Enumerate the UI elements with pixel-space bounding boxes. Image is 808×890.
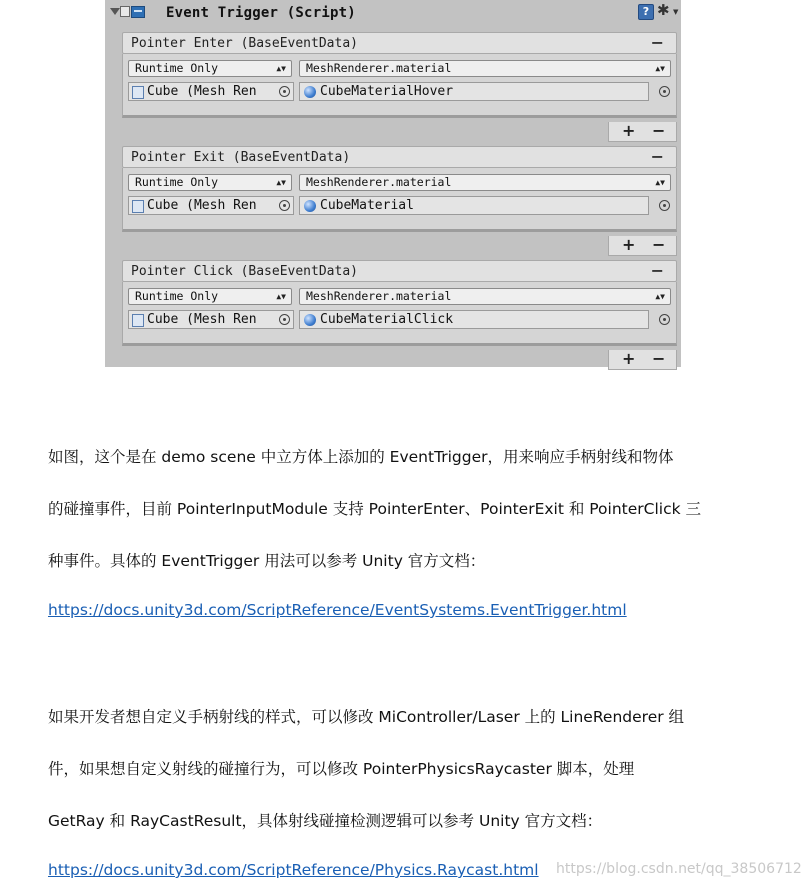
runtime-mode-value: Runtime Only [135, 175, 219, 189]
material-field[interactable] [299, 196, 649, 215]
runtime-mode-value: Runtime Only [135, 61, 219, 75]
material-icon [304, 200, 316, 212]
runtime-mode-dropdown[interactable] [128, 288, 292, 305]
gear-icon[interactable]: ✱ [657, 1, 670, 19]
target-object-value: Cube (Mesh Ren [147, 198, 257, 213]
runtime-mode-dropdown[interactable] [128, 60, 292, 77]
event-body [122, 54, 677, 118]
event-header [122, 260, 677, 282]
list-add-remove [608, 122, 677, 142]
function-value: MeshRenderer.material [306, 175, 452, 189]
mesh-renderer-icon [132, 314, 144, 327]
material-field[interactable] [299, 310, 649, 329]
foldout-arrow-icon[interactable] [110, 8, 120, 15]
event-pointer-enter [122, 32, 677, 150]
list-add-remove [608, 236, 677, 256]
function-value: MeshRenderer.material [306, 61, 452, 75]
object-picker-icon[interactable] [279, 86, 290, 97]
function-dropdown[interactable] [299, 288, 671, 305]
paragraph-line: 的碰撞事件，目前 PointerInputModule 支持 PointerEnter、PointerExit 和 PointerClick 三 [48, 500, 702, 518]
remove-listener-button[interactable]: − [652, 349, 666, 368]
event-body [122, 168, 677, 232]
remove-listener-button[interactable]: − [652, 235, 666, 254]
target-object-field[interactable] [128, 196, 294, 215]
updown-arrow-icon: ▲▼ [655, 178, 665, 187]
function-value: MeshRenderer.material [306, 289, 452, 303]
mesh-renderer-icon [132, 200, 144, 213]
event-body [122, 282, 677, 346]
material-picker-icon[interactable] [659, 86, 670, 97]
paragraph-line: 件，如果想自定义射线的碰撞行为，可以修改 PointerPhysicsRaycaster 脚本，处理 [48, 760, 635, 778]
target-object-value: Cube (Mesh Ren [147, 312, 257, 327]
mesh-renderer-icon [132, 86, 144, 99]
remove-event-button[interactable]: − [650, 147, 664, 166]
material-value: CubeMaterial [320, 198, 414, 213]
runtime-mode-dropdown[interactable] [128, 174, 292, 191]
component-header[interactable] [105, 0, 681, 27]
raycast-doc-link[interactable]: https://docs.unity3d.com/ScriptReference/Physics.Raycast.html [48, 861, 539, 879]
script-icon [131, 6, 145, 18]
remove-event-button[interactable]: − [650, 33, 664, 52]
function-dropdown[interactable] [299, 60, 671, 77]
add-listener-button[interactable]: + [622, 121, 636, 140]
updown-arrow-icon: ▲▼ [276, 64, 286, 73]
material-icon [304, 314, 316, 326]
object-picker-icon[interactable] [279, 200, 290, 211]
add-listener-button[interactable]: + [622, 349, 636, 368]
material-field[interactable] [299, 82, 649, 101]
event-title: Pointer Click (BaseEventData) [131, 264, 358, 279]
event-trigger-inspector [105, 0, 681, 367]
remove-listener-button[interactable]: − [652, 121, 666, 140]
event-title: Pointer Enter (BaseEventData) [131, 36, 358, 51]
component-title: Event Trigger (Script) [166, 5, 356, 21]
paragraph-line: GetRay 和 RayCastResult，具体射线碰撞检测逻辑可以参考 Unity 官方文档： [48, 812, 603, 830]
event-header [122, 32, 677, 54]
event-pointer-exit [122, 146, 677, 264]
watermark: https://blog.csdn.net/qq_38506712 [556, 861, 802, 877]
enable-checkbox[interactable] [120, 6, 130, 17]
eventtrigger-doc-link[interactable]: https://docs.unity3d.com/ScriptReference/EventSystems.EventTrigger.html [48, 601, 627, 619]
add-listener-button[interactable]: + [622, 235, 636, 254]
updown-arrow-icon: ▲▼ [276, 292, 286, 301]
updown-arrow-icon: ▲▼ [655, 292, 665, 301]
updown-arrow-icon: ▲▼ [655, 64, 665, 73]
function-dropdown[interactable] [299, 174, 671, 191]
object-picker-icon[interactable] [279, 314, 290, 325]
list-add-remove [608, 350, 677, 370]
event-pointer-click [122, 260, 677, 378]
target-object-field[interactable] [128, 310, 294, 329]
updown-arrow-icon: ▲▼ [276, 178, 286, 187]
gear-dropdown-icon[interactable]: ▼ [673, 8, 679, 16]
paragraph-line: 如图，这个是在 demo scene 中立方体上添加的 EventTrigger，用来响应手柄射线和物体 [48, 448, 674, 466]
event-header [122, 146, 677, 168]
paragraph-line: 如果开发者想自定义手柄射线的样式，可以修改 MiController/Laser 上的 LineRenderer 组 [48, 708, 685, 726]
event-title: Pointer Exit (BaseEventData) [131, 150, 351, 165]
material-picker-icon[interactable] [659, 200, 670, 211]
paragraph-line: 种事件。具体的 EventTrigger 用法可以参考 Unity 官方文档： [48, 552, 486, 570]
material-picker-icon[interactable] [659, 314, 670, 325]
target-object-field[interactable] [128, 82, 294, 101]
material-value: CubeMaterialClick [320, 312, 454, 327]
material-icon [304, 86, 316, 98]
runtime-mode-value: Runtime Only [135, 289, 219, 303]
material-value: CubeMaterialHover [320, 84, 454, 99]
remove-event-button[interactable]: − [650, 261, 664, 280]
help-icon[interactable]: ? [638, 4, 654, 20]
target-object-value: Cube (Mesh Ren [147, 84, 257, 99]
